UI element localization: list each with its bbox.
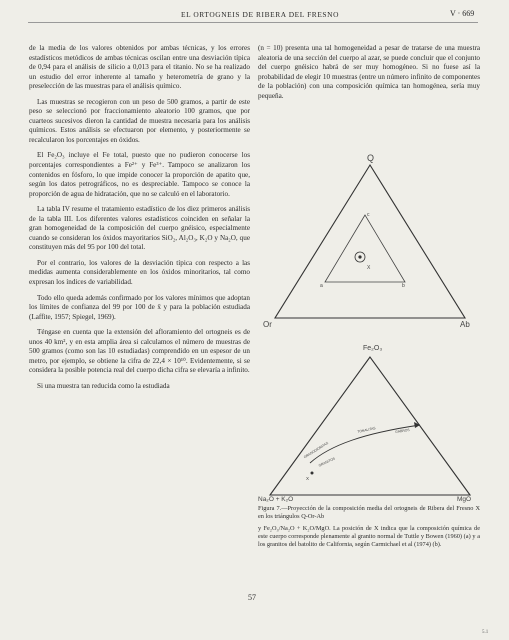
inner-triangle <box>325 215 405 282</box>
outer-triangle <box>275 165 465 318</box>
trend-label-granitos: GRANITOS <box>318 456 336 468</box>
inner-label-b: b <box>402 283 405 289</box>
paragraph: Si una muestra tan reducida como la estudiada <box>37 381 170 390</box>
margin-mark: 5.1 <box>482 630 489 635</box>
apex-label-q: Q <box>367 153 375 163</box>
trend-label-granodioritas: GRANODIORITAS <box>303 441 330 460</box>
vertex-label-or: Or <box>263 320 272 329</box>
left-column <box>29 44 250 398</box>
paragraph: de la media de los valores obtenidos por ambas técnicas, y los errores estadísticos metódicos de ambas técnicas oscilan entre una desviación típica de 0,94 para el análisis de silicio a 0,013 para el titanio. No se ha realizado un estudio del error inherente al tamaño y heterometría de grano y la preselección de las muestras para el análisis químico. <box>29 44 250 91</box>
page-number: 57 <box>248 593 256 602</box>
trend-arrowhead <box>414 422 420 428</box>
vertex-label-mgo: MgO <box>457 496 472 503</box>
sample-point-marker <box>311 472 314 475</box>
page-ref: V · 669 <box>450 9 475 18</box>
paragraph: Las muestras se recogieron con un peso de 500 gramos, a partir de este peso se seleccionó por fraccionamiento aleatorio 100 gramos, que por cuarteos sucesivos dieron la cantidad de muestra necesaria para los análisis químicos. Estos análisis se efectuaron por elemento, y posteriormente se recalcularon los porcentajes en óxidos. <box>29 97 250 144</box>
apex-label-fe2o3: Fe₂O₃ <box>363 345 383 352</box>
vertex-label-na2o-k2o: Na₂O + K₂O <box>258 496 294 503</box>
trend-label-gabros: GABROS <box>395 427 410 434</box>
header-rule <box>28 22 478 23</box>
paragraph: El Fe₂O₃ incluye el Fe total, puesto que no pudieron conocerse los porcentajes correspondientes a Fe²⁺ y Fe³⁺. Tampoco se analizaron los contenidos en fósforo, lo que impide conocer la proporción de apatito que, según los datos petrográficos, no es despreciable. Tampoco se conoce la proporción de agua de hidratación, que no se calculó en el laboratorio. <box>29 151 250 198</box>
caption-line: Figura 7.—Proyección de la composición media del ortogneis de Ribera del Fresno X en los triángulos Q-Or-Ab <box>258 505 480 521</box>
running-title: EL ORTOGNEIS DE RIBERA DEL FRESNO <box>180 10 340 19</box>
figure-caption <box>258 505 480 552</box>
paragraph: Téngase en cuenta que la extensión del afloramiento del ortogneis es de unos 40 km², y en esta amplia área si calculamos el número de muestras de 500 gramos (como son las 10 estudiadas) comprendido en un espesor de un metro, por ejemplo, se obtiene la cifra de 22,4 × 10¹⁰. Evidentemente, si se considera la posible potencia real del cuerpo dicha cifra se elevaría a infinito. <box>29 328 250 375</box>
inner-label-c: c <box>367 212 370 218</box>
right-column <box>258 44 480 107</box>
vertex-label-ab: Ab <box>460 320 470 329</box>
caption-line: y Fe₂O₃/Na₂O + K₂O/MgO. La posición de X indica que la composición química de este cuerpo corresponde plenamente al granito normal de Tuttle y Bowen (1960) (a) y a los granitos del batolito de California, según Carmichael et al (1974) (b). <box>258 524 480 549</box>
outer-triangle <box>270 357 470 495</box>
paragraph: Por el contrario, los valores de la desviación típica con respecto a las medidas aumenta considerablemente en los óxidos minoritarios, tal como expresan los índices de variabilidad. <box>29 258 250 287</box>
point-label-x: X <box>367 265 371 271</box>
paragraph: La tabla IV resume el tratamiento estadístico de los diez primeros análisis de la tabla III. Los diferentes valores estadísticos coinciden en señalar la gran homogeneidad de la composición del cuerpo gnéisico, especialmente cuando se consideran los óxidos mayoritarios SiO₂, Al₂O₃, K₂O y Na₂O, que constituyen más del 95 por 100 del total. <box>29 205 250 252</box>
inner-label-a: a <box>320 283 323 289</box>
qorab-ternary-diagram <box>255 140 495 350</box>
point-label-x: X <box>306 476 310 481</box>
paragraph: Todo ello queda además confirmado por los valores mínimos que adoptan los límites de confianza del 99 por 100 de x̄ y para la población estudiada (Laffite, 1957; Spiegel, 1969). <box>29 293 250 321</box>
trend-label-tonalitas: TONALITAS <box>357 426 376 434</box>
paragraph: (n = 10) presenta una tal homogeneidad a pesar de tratarse de una muestra aleatoria de una sección del cuerpo al azar, se puede concluir que el conjunto del cuerpo gnéisico habrá de ser muy homogéneo. Si no fuese así la probabilidad de elegir 10 muestras (entre un número infinito de componentes de la población) con una composición química tan homogénea, sería muy pequeña. <box>258 44 480 100</box>
